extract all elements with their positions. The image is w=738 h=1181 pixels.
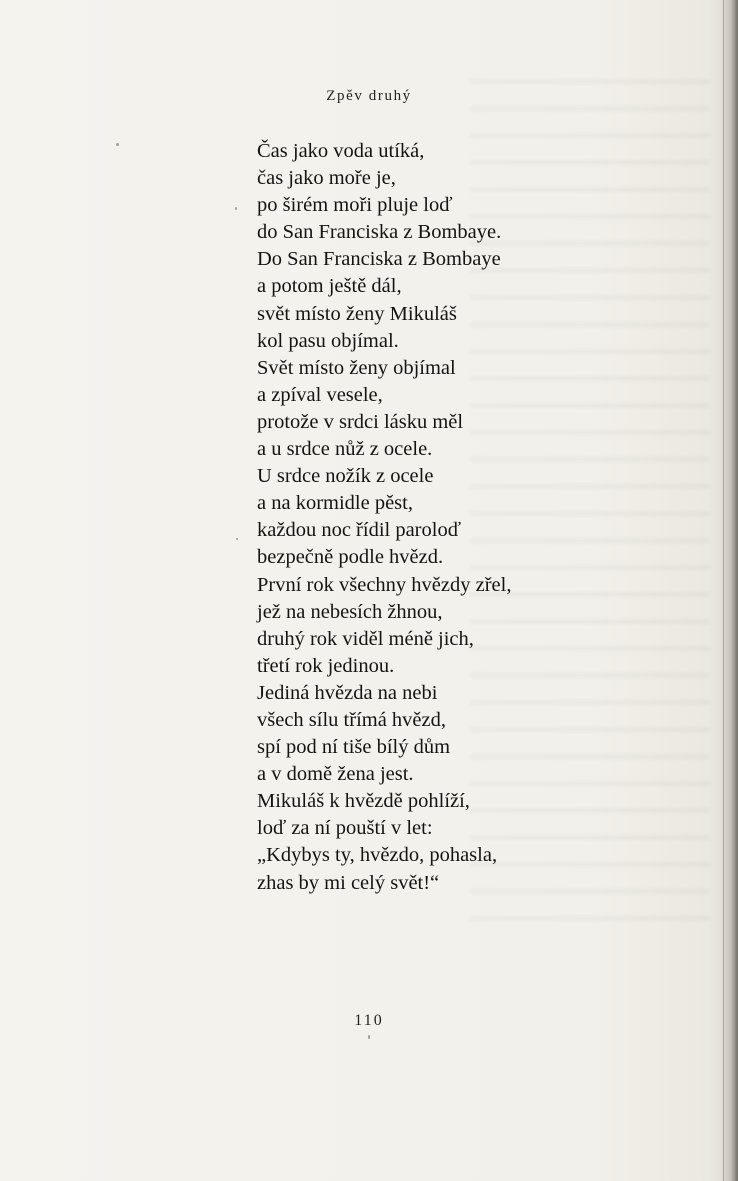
paper-speck xyxy=(235,207,237,210)
poem-line: spí pod ní tiše bílý dům xyxy=(257,736,451,759)
paper-speck xyxy=(116,143,119,146)
poem-line: a u srdce nůž z ocele. xyxy=(257,438,433,461)
poem-line: a na kormidle pěst, xyxy=(257,492,413,515)
poem-line: Jediná hvězda na nebi xyxy=(257,681,438,704)
poem-line: Do San Franciska z Bombaye xyxy=(257,248,501,271)
poem-line: jež na nebesích žhnou, xyxy=(257,600,443,623)
poem-line: loď za ní pouští v let: xyxy=(257,817,433,840)
poem-line: První rok všechny hvězdy zřel, xyxy=(257,573,512,596)
poem-line: U srdce nožík z ocele xyxy=(257,465,434,488)
poem-line: Mikuláš k hvězdě pohlíží, xyxy=(257,790,470,813)
poem-line: čas jako moře je, xyxy=(257,167,396,190)
poem-line: bezpečně podle hvězd. xyxy=(257,546,444,569)
page-edge-line xyxy=(723,0,724,1181)
poem-line: třetí rok jedinou. xyxy=(257,654,395,677)
poem-line: po širém moři pluje loď xyxy=(257,194,453,217)
running-header: Zpěv druhý xyxy=(326,88,412,104)
poem-line: Svět místo ženy objímal xyxy=(257,356,456,379)
poem-line: a v domě žena jest. xyxy=(257,763,414,786)
poem-line: každou noc řídil paroloď xyxy=(257,519,461,542)
poem-line: zhas by mi celý svět!“ xyxy=(257,871,440,894)
poem-line: „Kdybys ty, hvězdo, pohasla, xyxy=(257,844,498,867)
poem-line: všech sílu třímá hvězd, xyxy=(257,708,447,731)
poem-line: kol pasu objímal. xyxy=(257,329,399,352)
poem-line: druhý rok viděl méně jich, xyxy=(257,627,474,650)
poem-text xyxy=(257,138,697,897)
paper-speck xyxy=(236,538,238,540)
poem-line: a zpíval vesele, xyxy=(257,383,383,406)
poem-line: do San Franciska z Bombaye. xyxy=(257,221,502,244)
poem-line: Čas jako voda utíká, xyxy=(257,140,425,162)
paper-speck xyxy=(368,1035,370,1039)
poem-line: a potom ještě dál, xyxy=(257,275,402,298)
page-number: 110 xyxy=(354,1012,384,1029)
poem-line: svět místo ženy Mikuláš xyxy=(257,302,457,325)
poem-line: protože v srdci lásku měl xyxy=(257,410,464,433)
